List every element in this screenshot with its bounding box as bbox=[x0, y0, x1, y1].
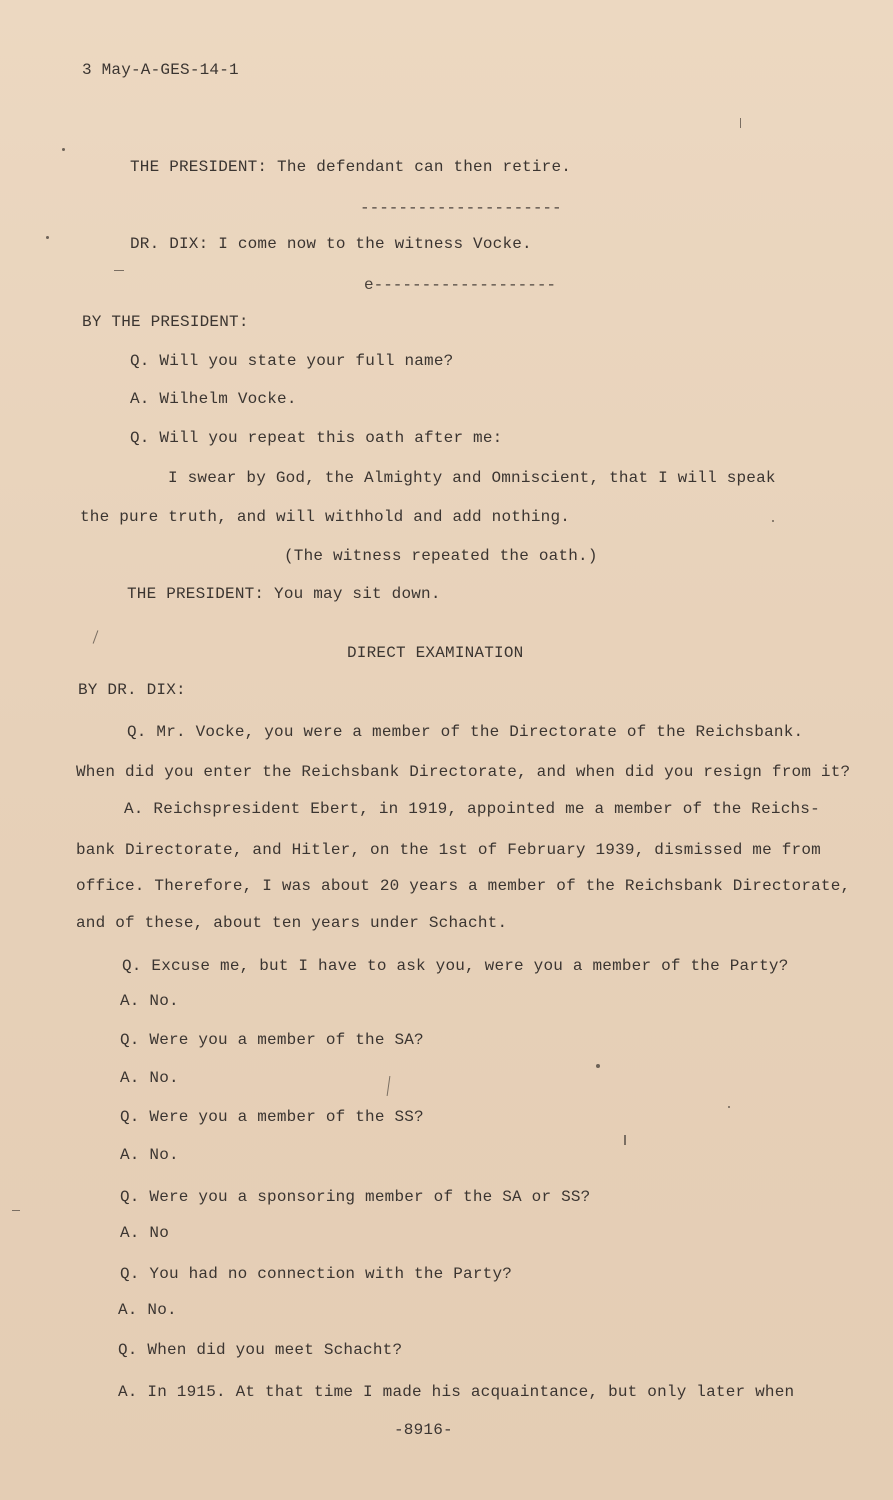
answer-line: office. Therefore, I was about 20 years a member of the Reichsbank Directorate, bbox=[76, 877, 851, 895]
page-number: -8916- bbox=[394, 1421, 453, 1439]
oath-text: I swear by God, the Almighty and Omniscient, that I will speak bbox=[168, 469, 776, 487]
question-line: Q. Will you repeat this oath after me: bbox=[130, 429, 503, 447]
answer-line: A. No. bbox=[120, 1146, 179, 1164]
paper-mark bbox=[93, 630, 99, 643]
paper-mark bbox=[624, 1135, 626, 1145]
paper-speck bbox=[596, 1064, 600, 1068]
question-line: Q. Were you a sponsoring member of the SA or SS? bbox=[120, 1188, 591, 1206]
section-heading: BY THE PRESIDENT: bbox=[82, 313, 249, 331]
question-line: Q. Excuse me, but I have to ask you, were you a member of the Party? bbox=[122, 957, 789, 975]
question-line: Q. When did you meet Schacht? bbox=[118, 1341, 403, 1359]
paper-speck bbox=[772, 520, 774, 522]
text-line: THE PRESIDENT: You may sit down. bbox=[127, 585, 441, 603]
answer-line: A. No bbox=[120, 1224, 170, 1242]
answer-line: A. No. bbox=[120, 992, 179, 1010]
text-line: THE PRESIDENT: The defendant can then retire. bbox=[130, 158, 572, 176]
section-heading: BY DR. DIX: bbox=[78, 681, 186, 699]
oath-text: the pure truth, and will withhold and add nothing. bbox=[80, 508, 571, 526]
paper-mark bbox=[12, 1210, 20, 1211]
stage-note: (The witness repeated the oath.) bbox=[284, 547, 598, 565]
answer-line: A. Reichspresident Ebert, in 1919, appointed me a member of the Reichs- bbox=[124, 800, 820, 818]
question-line: Q. You had no connection with the Party? bbox=[120, 1265, 513, 1283]
paper-mark bbox=[740, 118, 741, 128]
question-line: Q. Were you a member of the SS? bbox=[120, 1108, 424, 1126]
paper-mark bbox=[387, 1076, 391, 1096]
answer-line: A. Wilhelm Vocke. bbox=[130, 390, 297, 408]
text-line: DR. DIX: I come now to the witness Vocke. bbox=[130, 235, 532, 253]
answer-line: and of these, about ten years under Schacht. bbox=[76, 914, 508, 932]
document-reference: 3 May-A-GES-14-1 bbox=[82, 61, 239, 79]
answer-line: A. In 1915. At that time I made his acquaintance, but only later when bbox=[118, 1383, 795, 1401]
paper-speck bbox=[62, 148, 65, 151]
question-line: When did you enter the Reichsbank Directorate, and when did you resign from it? bbox=[76, 763, 851, 781]
question-line: Q. Will you state your full name? bbox=[130, 352, 454, 370]
paper-mark bbox=[114, 270, 124, 271]
section-title: DIRECT EXAMINATION bbox=[347, 644, 524, 662]
paper-speck bbox=[46, 236, 49, 239]
separator-rule: --------------------- bbox=[360, 199, 562, 217]
separator-rule: e------------------- bbox=[364, 276, 557, 294]
paper-speck bbox=[728, 1106, 730, 1108]
question-line: Q. Were you a member of the SA? bbox=[120, 1031, 424, 1049]
answer-line: A. No. bbox=[120, 1069, 179, 1087]
question-line: Q. Mr. Vocke, you were a member of the Directorate of the Reichsbank. bbox=[127, 723, 804, 741]
answer-line: bank Directorate, and Hitler, on the 1st of February 1939, dismissed me from bbox=[76, 841, 821, 859]
answer-line: A. No. bbox=[118, 1301, 177, 1319]
